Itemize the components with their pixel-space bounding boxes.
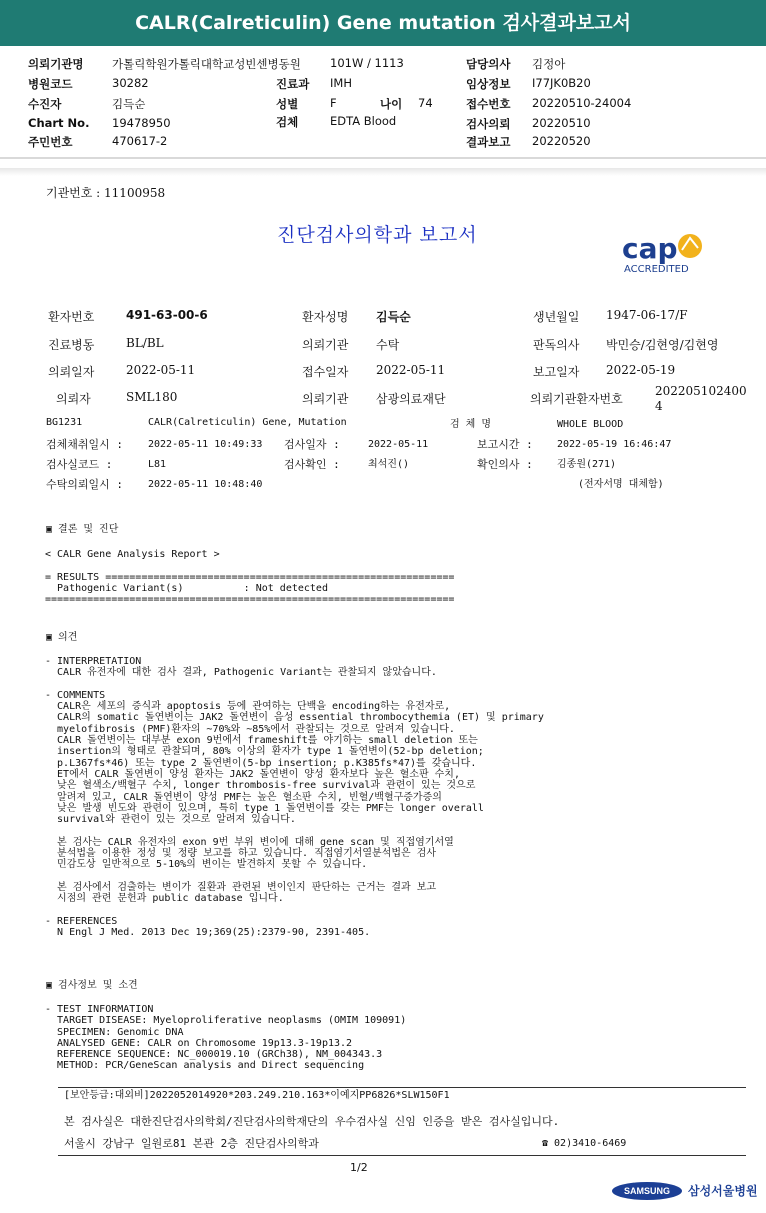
value-resident-no: 470617-2 — [112, 134, 168, 148]
label-inst-patno: 의뢰기관환자번호 — [530, 392, 623, 406]
test-name: CALR(Calreticulin) Gene, Mutation — [148, 417, 347, 428]
value-age: 74 — [418, 96, 433, 110]
label-req-inst: 의뢰기관 — [302, 392, 349, 406]
label-recv-date: 접수일자 — [302, 365, 349, 379]
value-reading-doctor: 박민승/김현영/김현영 — [606, 338, 719, 352]
section-conclusion-heading: ▣ 결론 및 진단 — [46, 524, 119, 535]
label-collect-time: 검체채취일시 : — [46, 438, 124, 451]
section-test-info-heading: ▣ 검사정보 및 소견 — [46, 980, 138, 991]
security-line: [보안등급:대외비]2022052014920*203.249.210.163*이예지PP6826*SLW150F1 — [64, 1090, 450, 1101]
lab-address: 서울시 강남구 일원로81 본관 2층 진단검사의학과 — [64, 1137, 319, 1150]
section-opinion-heading: ▣ 의견 — [46, 632, 78, 643]
lab-phone: ☎ 02)3410-6469 — [542, 1138, 627, 1149]
opinion-text: - INTERPRETATION CALR 유전자에 대한 검사 결과, Pathogenic Variant는 관찰되지 않았습니다. - COMMENTS CALR은 세포의 증식과 apoptosis 등에 관여하는 단백을 encoding하는 유전자로, CALR의 somatic 돌연변이는 JAK2 돌연변이 음성 essential thrombocythemia (ET) 및 primary myelofibrosis (PMF)환자의 ~70%와 ~85%에서 관찰되는 것으로 알려져 있습니다. CALR 돌연변이는 대부분 exon 9번에서 frameshift를 야기하는 small deletion 또는 insertion의 형태로 관찰되며, 80% 이상의 환자가 type 1 돌연변이(52-bp deletion; p.L367fs*46) 또는 type 2 돌연변이(5-bp insertion; p.K385fs*47)를 갖습니다. ET에서 CALR 돌연변이 양성 환자는 JAK2 돌연변이 양성 환자보다 높은 혈소판 수치, 낮은 혈색소/백혈구 수치, longer thrombosis-free survival과 관련이 있는 것으로 알려져 있고, CALR 돌연변이 양성 PMF는 높은 혈소판 수치, 빈혈/백혈구증가증의 낮은 발생 빈도와 관련이 있으며, 특히 type 1 돌연변이를 갖는 PMF는 longer overall survival와 관련이 있는 것으로 알려져 있습니다. 본 검사는 CALR 유전자의 exon 9번 부위 변이에 대해 gene scan 및 직접염기서열 분석법을 이용한 정성 및 정량 보고를 하고 있습니다. 직접염기서열분석법은 검사 민감도상 일반적으로 5-10%의 변이는 발견하지 못할 수 있습니다. 본 검사에서 검출하는 변이가 질환과 관련된 변이인지 판단하는 근거는 결과 보고 시점의 관련 문헌과 public database 입니다. - REFERENCES N Engl J Med. 2013 Dec 19;369(25):2379-90, 2391-405. — [45, 656, 544, 939]
label-req-date: 의뢰일자 — [48, 365, 95, 379]
label-reading-doctor: 판독의사 — [533, 338, 580, 352]
certification-text: 본 검사실은 대한진단검사의학회/진단검사의학재단의 우수검사실 신임 인증을 받은 검사실입니다. — [64, 1115, 560, 1128]
label-result-report: 결과보고 — [466, 135, 511, 149]
value-requester: SML180 — [126, 390, 178, 404]
hospital-name: 삼성서울병원 — [688, 1184, 758, 1198]
value-doctor: 김정아 — [532, 57, 566, 71]
cap-accredited-logo — [620, 228, 710, 274]
value-patient-name: 김득순 — [376, 310, 411, 324]
label-rep-date: 보고일자 — [533, 365, 580, 379]
value-clinical-info: I77JK0B20 — [532, 76, 591, 90]
value-consign-time: 2022-05-11 10:48:40 — [148, 479, 263, 490]
value-requesting-org: 가톨릭학원가톨릭대학교성빈센병동원 — [112, 57, 301, 71]
label-req-org: 의뢰기관 — [302, 338, 349, 352]
report-title-bar: CALR(Calreticulin) Gene mutation 검사결과보고서 — [0, 0, 766, 46]
page-number: 1/2 — [350, 1161, 368, 1174]
label-sex: 성별 — [276, 97, 299, 111]
value-collect-time: 2022-05-11 10:49:33 — [148, 439, 263, 450]
label-patient: 수진자 — [28, 97, 62, 111]
label-receipt-no: 접수번호 — [466, 97, 511, 111]
value-recv-date: 2022-05-11 — [376, 363, 446, 377]
value-specimen: EDTA Blood — [330, 114, 397, 128]
value-inst-patno-2: 4 — [655, 399, 663, 413]
value-test-request: 20220510 — [532, 116, 591, 130]
label-dob: 생년월일 — [533, 310, 580, 324]
value-inst-patno-1: 202205102400 — [655, 384, 747, 398]
value-result-report: 20220520 — [532, 134, 591, 148]
samsung-logo: SAMSUNG — [612, 1182, 682, 1200]
label-specimen-name: 검 체 명 — [450, 419, 492, 430]
label-clinical-info: 임상정보 — [466, 77, 511, 91]
report-top-shadow — [0, 168, 766, 176]
test-code: BG1231 — [46, 417, 83, 428]
value-specimen-name: WHOLE BLOOD — [557, 419, 624, 430]
label-test-date: 검사일자 : — [284, 438, 340, 451]
result-text: < CALR Gene Analysis Report > = RESULTS ========================================================== Pathogenic Variant(s) : Not detected ==================================================================== — [45, 549, 455, 606]
value-test-date: 2022-05-11 — [368, 439, 429, 450]
value-report-time: 2022-05-19 16:46:47 — [557, 439, 672, 450]
value-req-date: 2022-05-11 — [126, 363, 196, 377]
value-hospital-code: 30282 — [112, 76, 149, 90]
cap-accredited-text: ACCREDITED — [624, 264, 689, 274]
label-hospital-code: 병원코드 — [28, 77, 73, 91]
label-consign-time: 수탁의뢰일시 : — [46, 478, 124, 491]
lab-report — [0, 176, 766, 1213]
label-test-request: 검사의뢰 — [466, 117, 511, 131]
label-doctor: 담당의사 — [466, 57, 511, 71]
org-number: 기관번호 : 11100958 — [46, 186, 166, 200]
label-confirm-doctor: 확인의사 : — [477, 458, 533, 471]
footer-rule-bottom — [58, 1155, 746, 1156]
label-resident-no: 주민번호 — [28, 135, 73, 149]
value-department: IMH — [330, 76, 352, 90]
label-age: 나이 — [380, 97, 403, 111]
label-report-time: 보고시간 : — [477, 438, 533, 451]
header-divider — [0, 157, 766, 162]
test-info-text: - TEST INFORMATION TARGET DISEASE: Myeloproliferative neoplasms (OMIM 109091) SPECIMEN: Genomic DNA ANALYSED GENE: CALR on Chromosome 19p13.3-19p13.2 REFERENCE SEQUENCE: NC_000019.10 (GRCh38), NM_004343.3 METHOD: PCR/GeneScan analysis and Direct sequencing — [45, 1004, 407, 1072]
header-info — [0, 50, 766, 154]
value-chart-no: 19478950 — [112, 116, 171, 130]
value-patient: 김득순 — [112, 97, 146, 111]
label-specimen: 검체 — [276, 115, 299, 129]
value-req-org: 수탁 — [376, 338, 400, 352]
label-ward: 진료병동 — [48, 338, 95, 352]
value-confirm: 최석진() — [368, 459, 410, 470]
report-heading: 진단검사의학과 보고서 — [277, 224, 478, 246]
value-ward: BL/BL — [126, 336, 164, 350]
value-confirm-doctor: 김종원(271) — [557, 459, 617, 470]
value-req-inst: 삼광의료재단 — [376, 392, 446, 406]
value-patient-no: 491-63-00-6 — [126, 308, 208, 322]
value-lab-code: L81 — [148, 459, 167, 470]
label-confirm: 검사확인 : — [284, 458, 340, 471]
value-rep-date: 2022-05-19 — [606, 363, 676, 377]
electronic-signature-note: (전자서명 대체함) — [578, 479, 664, 490]
label-patient-no: 환자번호 — [48, 310, 95, 324]
value-receipt-no: 20220510-24004 — [532, 96, 632, 110]
footer-rule-top — [58, 1087, 746, 1088]
label-patient-name: 환자성명 — [302, 310, 349, 324]
value-dob: 1947-06-17/F — [606, 308, 688, 322]
label-requesting-org: 의뢰기관명 — [28, 57, 84, 71]
value-ward-room: 101W / 1113 — [330, 56, 404, 70]
label-lab-code: 검사실코드 : — [46, 458, 113, 471]
label-chart-no: Chart No. — [28, 116, 90, 130]
value-sex: F — [330, 96, 337, 110]
svg-text:cap: cap — [622, 232, 678, 265]
label-department: 진료과 — [276, 77, 310, 91]
label-requester: 의뢰자 — [56, 392, 91, 406]
